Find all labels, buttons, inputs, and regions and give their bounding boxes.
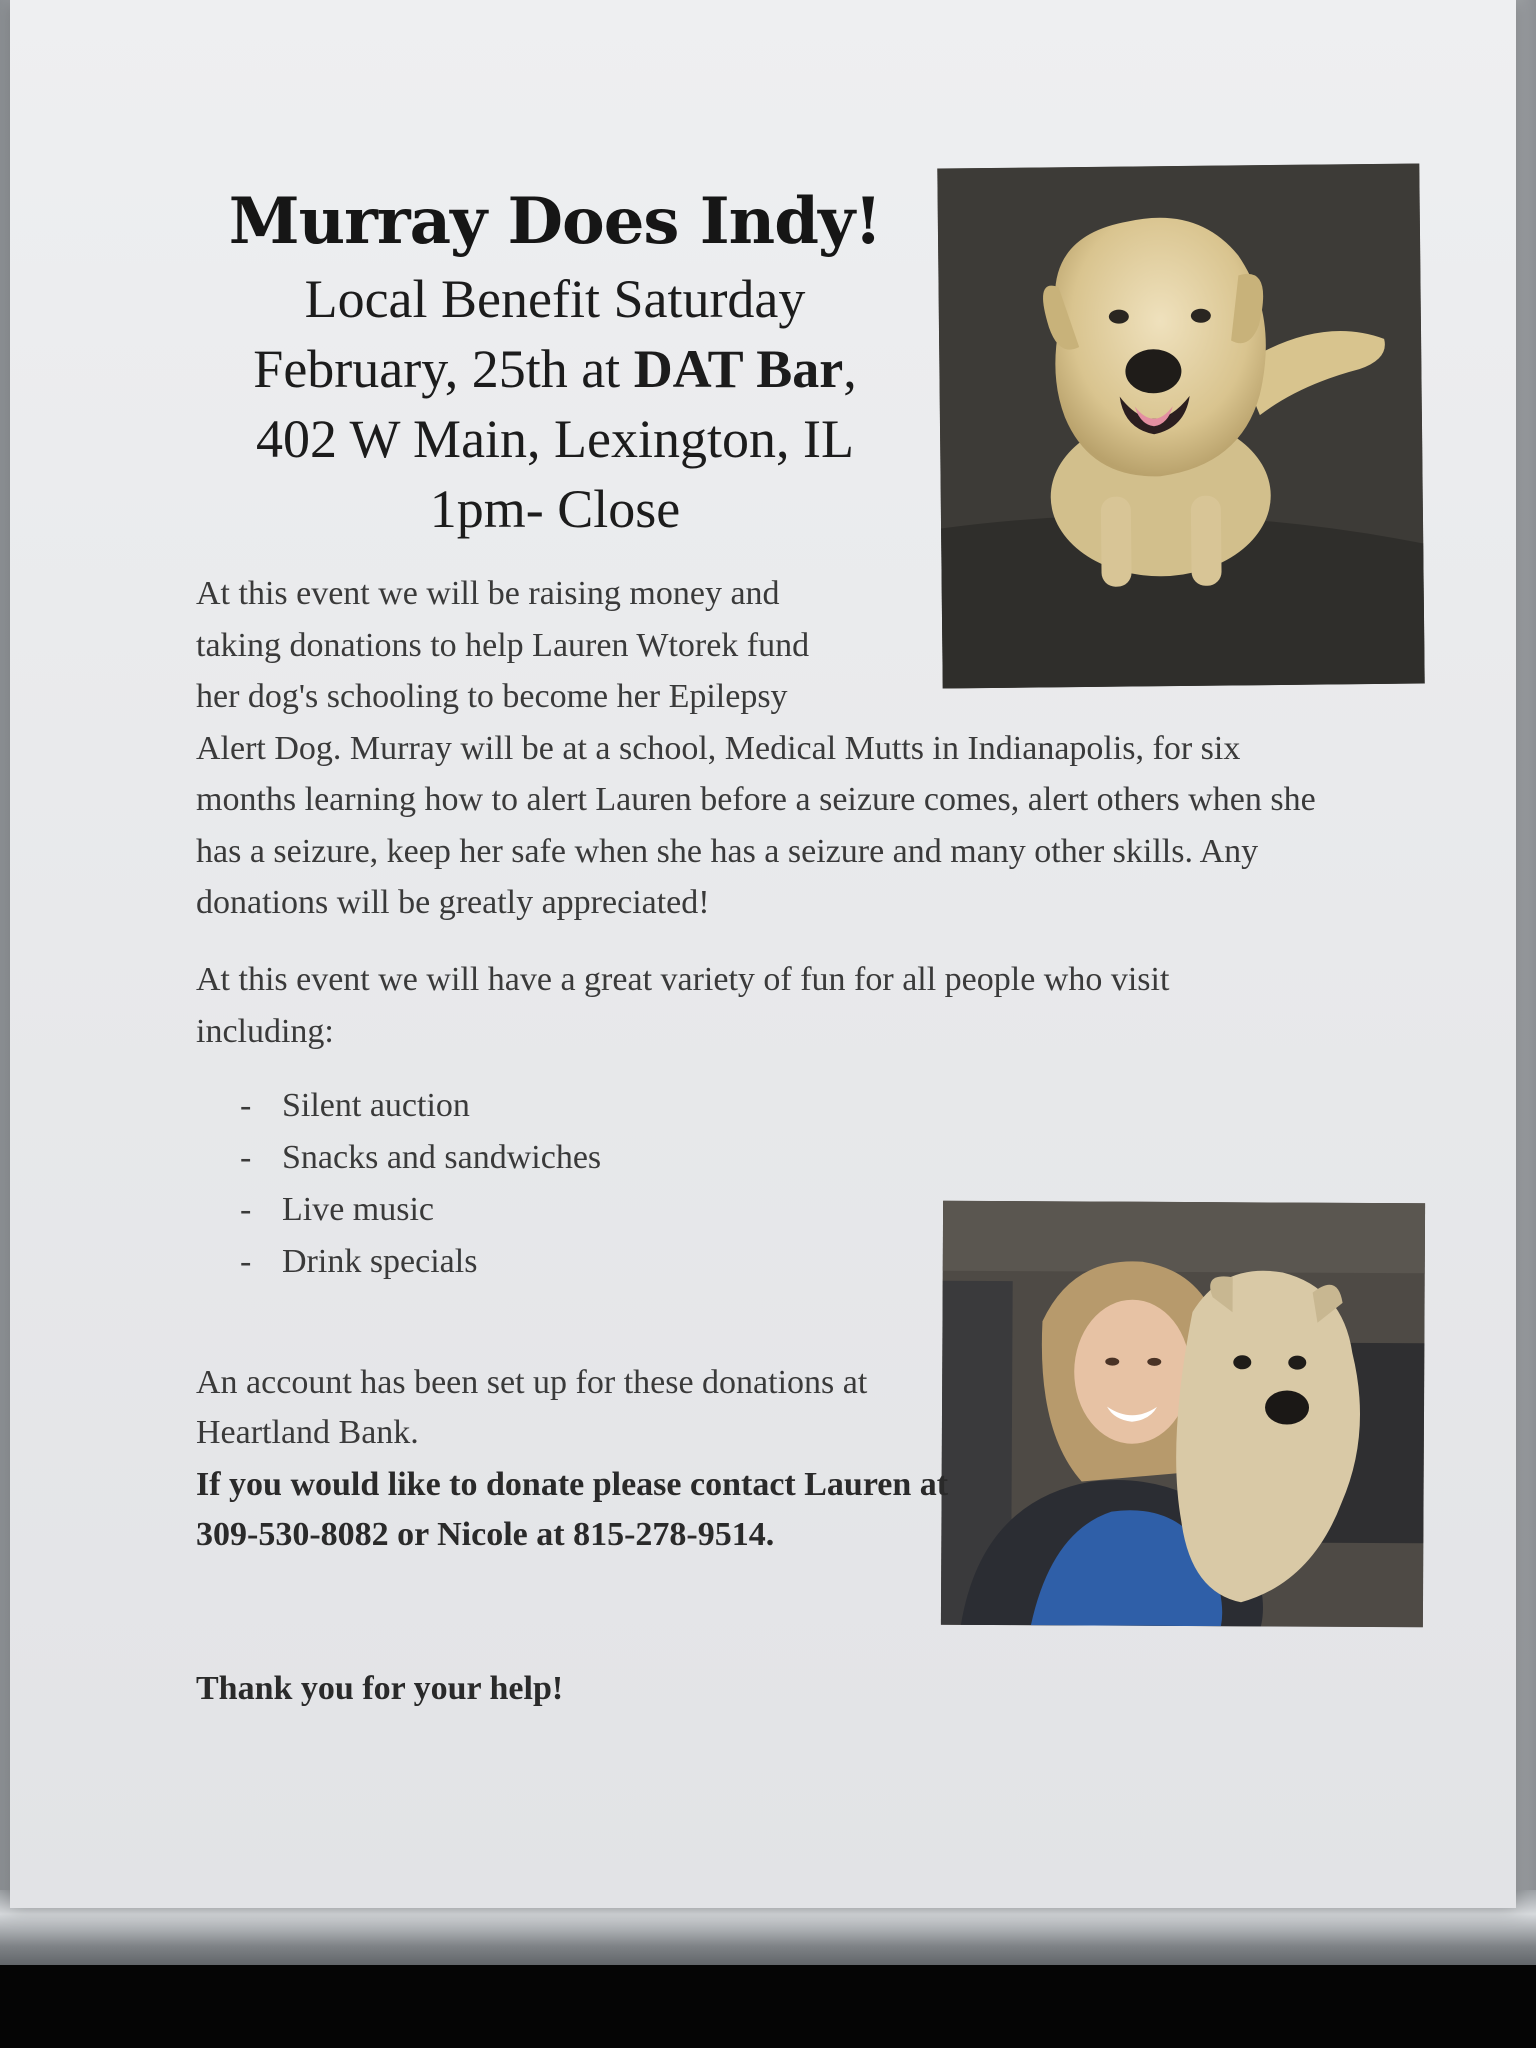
event-description <box>196 568 1346 929</box>
flyer-paper <box>10 0 1516 1908</box>
list-item: - Live music <box>240 1184 601 1236</box>
event-day: Local Benefit Saturday <box>304 269 806 329</box>
activities-intro: At this event we will have a great variety of fun for all people who visit including: <box>196 961 1170 1050</box>
description-line-3: her dog's schooling to become her Epilepsy <box>196 678 788 715</box>
venue-comma: , <box>843 339 857 399</box>
flyer-heading <box>180 180 930 544</box>
event-time: 1pm- Close <box>429 479 681 539</box>
description-line-1: At this event we will be raising money and <box>196 575 780 612</box>
activities-list <box>240 1080 601 1288</box>
flyer-title: Murray Does Indy! <box>228 184 882 259</box>
list-item: - Snacks and sandwiches <box>240 1132 601 1184</box>
woman-and-dog-illustration <box>941 1201 1425 1628</box>
description-line-2: taking donations to help Lauren Wtorek fund <box>196 626 810 664</box>
event-date: February, 25th at <box>253 339 634 399</box>
account-note: An account has been set up for these donations at Heartland Bank. <box>196 1364 868 1451</box>
woman-and-dog-photo <box>941 1201 1425 1628</box>
list-item: - Silent auction <box>240 1080 601 1132</box>
venue-name: DAT Bar <box>633 339 844 399</box>
contact-info: If you would like to donate please contact Lauren at 309-530-8082 or Nicole at 815-278-9514. <box>196 1466 949 1553</box>
list-item: - Drink specials <box>240 1236 601 1288</box>
floor-shadow <box>0 1965 1536 2048</box>
description-rest: Alert Dog. Murray will be at a school, Medical Mutts in Indianapolis, for six months learning how to alert Lauren before a seizure comes, alert others when she has a seizure, keep her safe when she has a seizure and many other skills. Any donations will be greatly appreciated! <box>196 729 1316 921</box>
thank-you-note: Thank you for your help! <box>196 1670 564 1707</box>
event-address: 402 W Main, Lexington, IL <box>256 409 854 469</box>
event-date-venue <box>180 334 930 404</box>
